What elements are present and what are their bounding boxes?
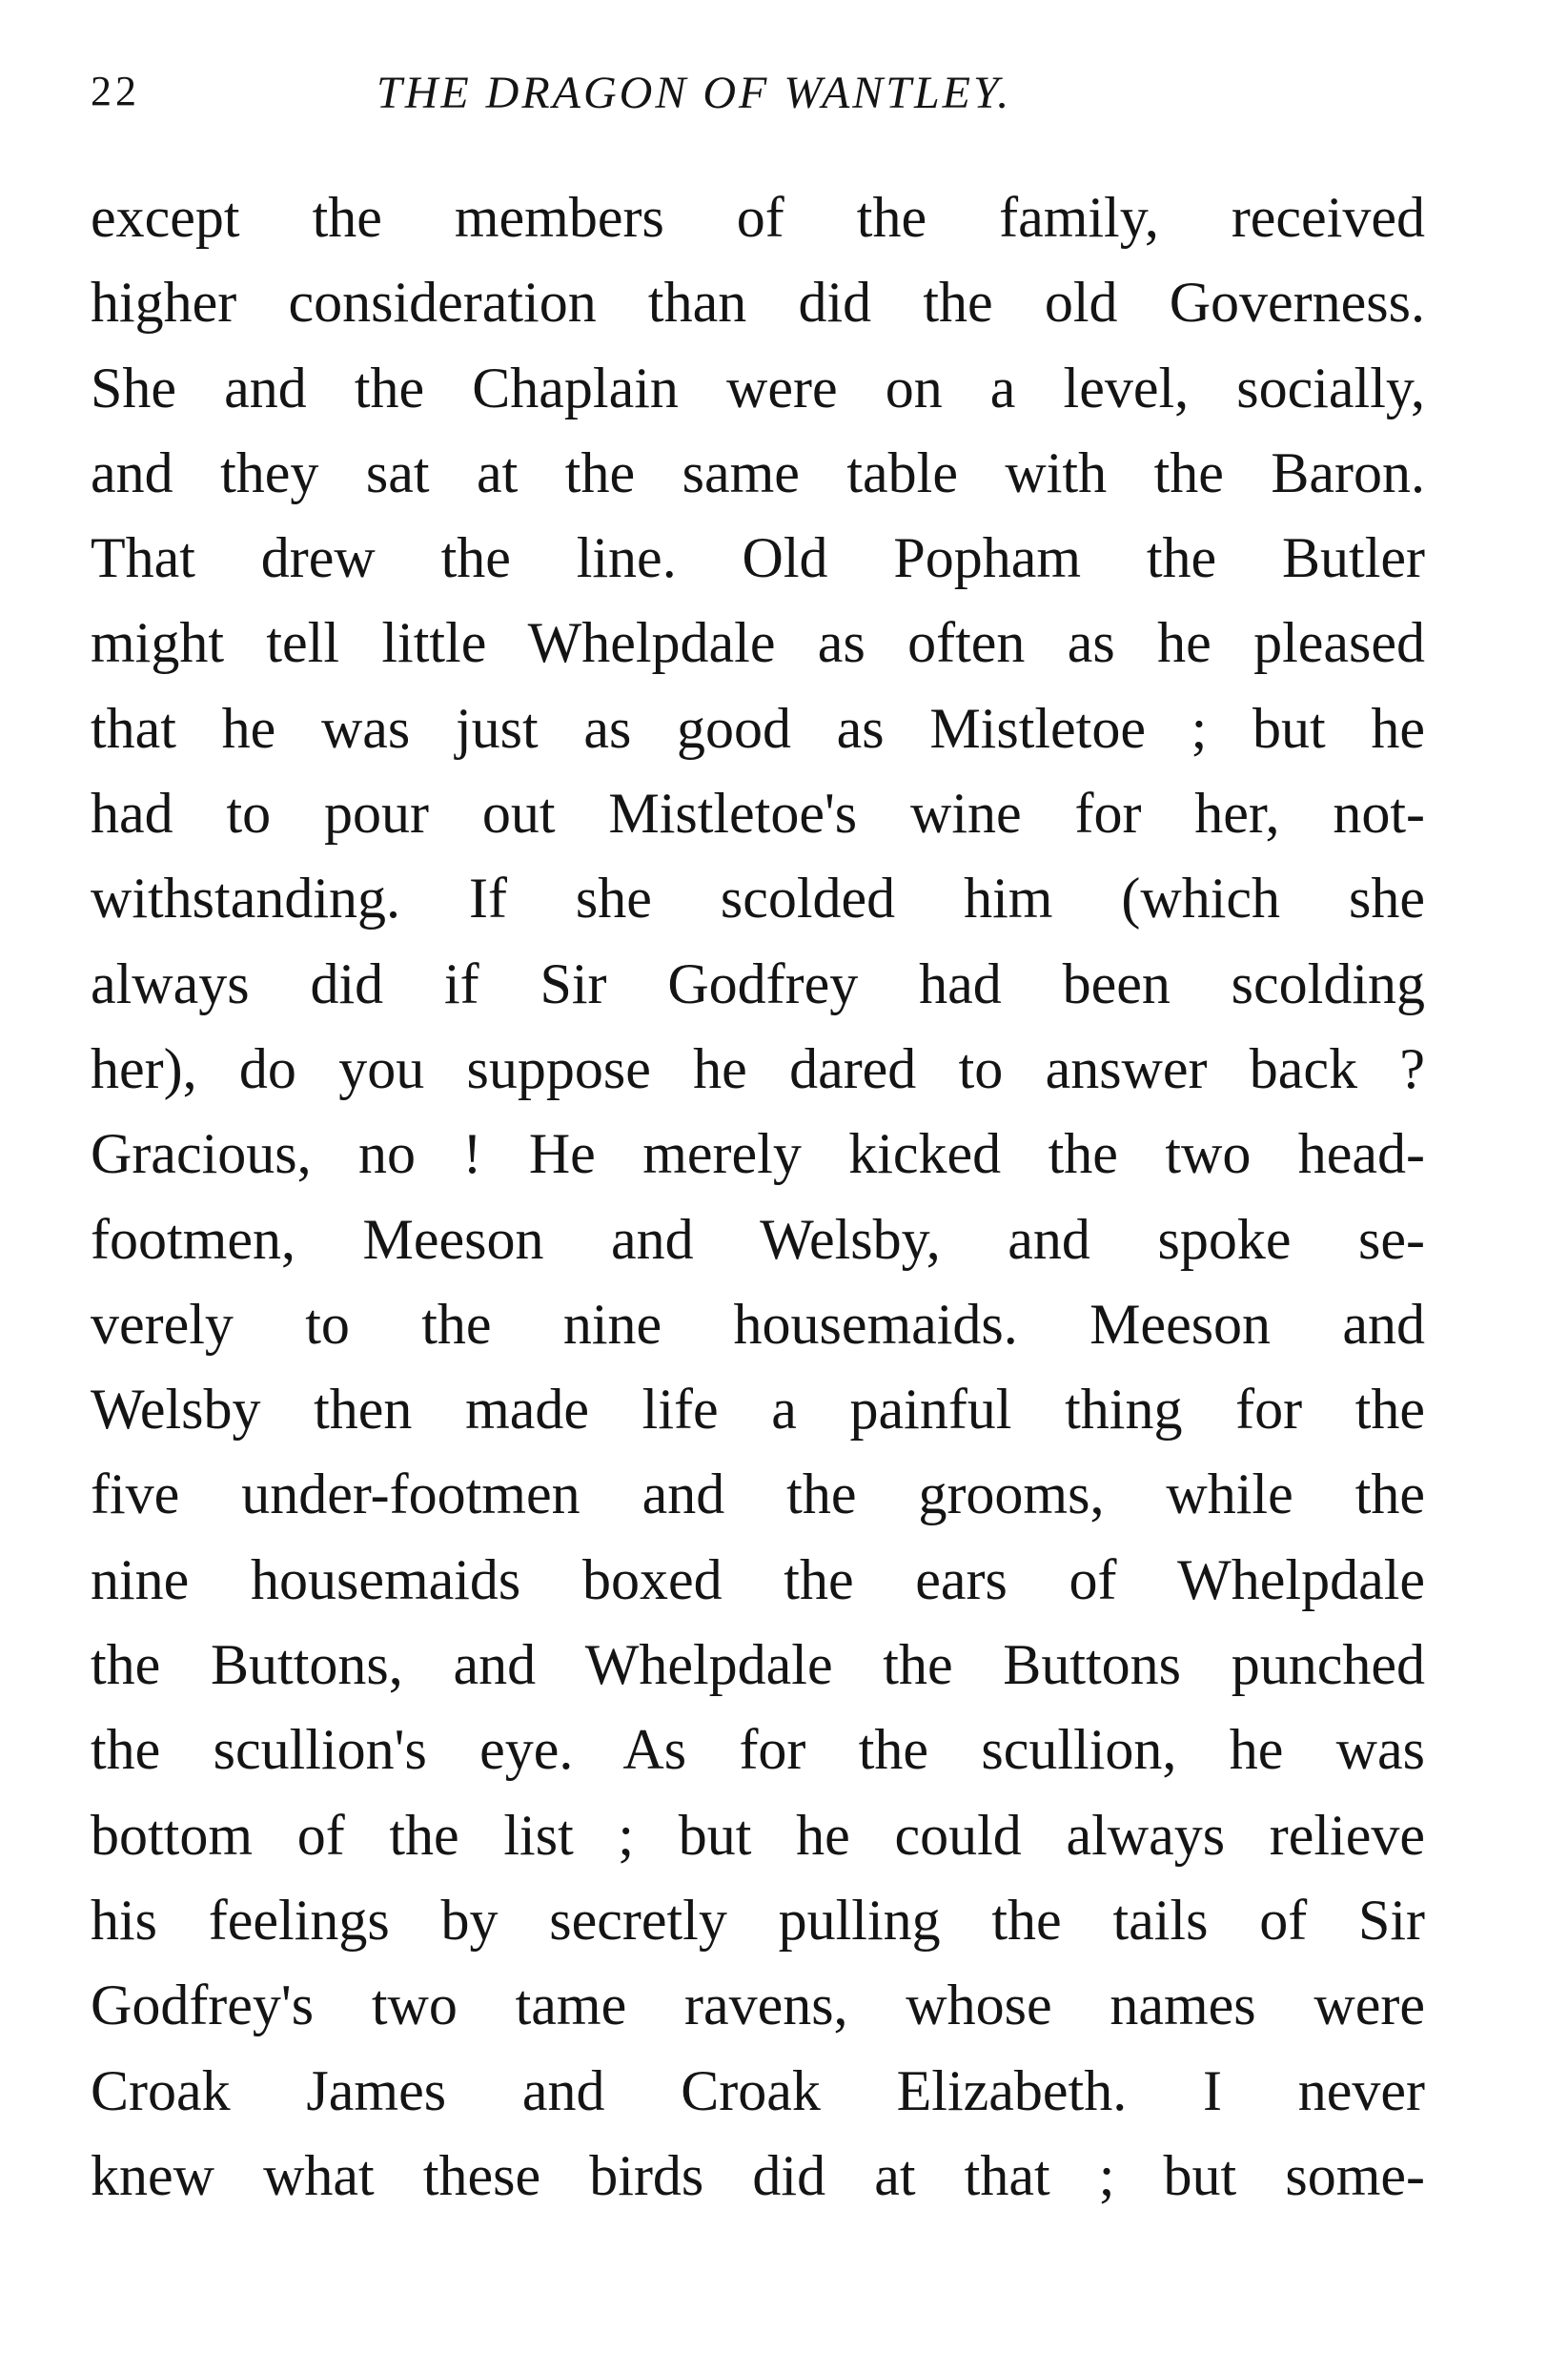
text-line: that he was just as good as Mistletoe ; but he — [91, 696, 1425, 760]
text-line: might tell little Whelpdale as often as he pleased — [91, 611, 1425, 675]
text-line: footmen, Meeson and Welsby, and spoke se- — [91, 1207, 1425, 1271]
text-line: always did if Sir Godfrey had been scolding — [91, 951, 1425, 1015]
text-line: the scullion's eye. As for the scullion, he was — [91, 1718, 1425, 1782]
text-line: That drew the line. Old Popham the Butler — [91, 526, 1425, 590]
text-line: withstanding. If she scolded him (which she — [91, 867, 1425, 931]
text-line: his feelings by secretly pulling the tails of Sir — [91, 1888, 1425, 1952]
running-title: THE DRAGON OF WANTLEY. — [377, 68, 1012, 118]
text-line: and they sat at the same table with the Baron. — [91, 440, 1425, 504]
text-line: the Buttons, and Whelpdale the Buttons punched — [91, 1633, 1425, 1697]
text-line: bottom of the list ; but he could always relieve — [91, 1803, 1425, 1867]
text-line: nine housemaids boxed the ears of Whelpdale — [91, 1547, 1425, 1611]
text-line: five under-footmen and the grooms, while the — [91, 1463, 1425, 1526]
page-number: 22 — [91, 68, 140, 114]
text-line: Welsby then made life a painful thing for the — [91, 1378, 1425, 1442]
text-line: her), do you suppose he dared to answer back ? — [91, 1036, 1425, 1100]
text-line: She and the Chaplain were on a level, socially, — [91, 356, 1425, 419]
text-line: verely to the nine housemaids. Meeson and — [91, 1292, 1425, 1356]
text-line: Gracious, no ! He merely kicked the two head- — [91, 1122, 1425, 1186]
text-line: had to pour out Mistletoe's wine for her, not- — [91, 782, 1425, 846]
text-line: knew what these birds did at that ; but some- — [91, 2143, 1425, 2207]
text-line: Croak James and Croak Elizabeth. I never — [91, 2058, 1425, 2122]
running-head — [91, 67, 1425, 133]
text-line: except the members of the family, received — [91, 186, 1425, 249]
text-line: higher consideration than did the old Governess. — [91, 271, 1425, 335]
body-text — [91, 175, 1425, 2219]
text-line: Godfrey's two tame ravens, whose names were — [91, 1974, 1425, 2037]
